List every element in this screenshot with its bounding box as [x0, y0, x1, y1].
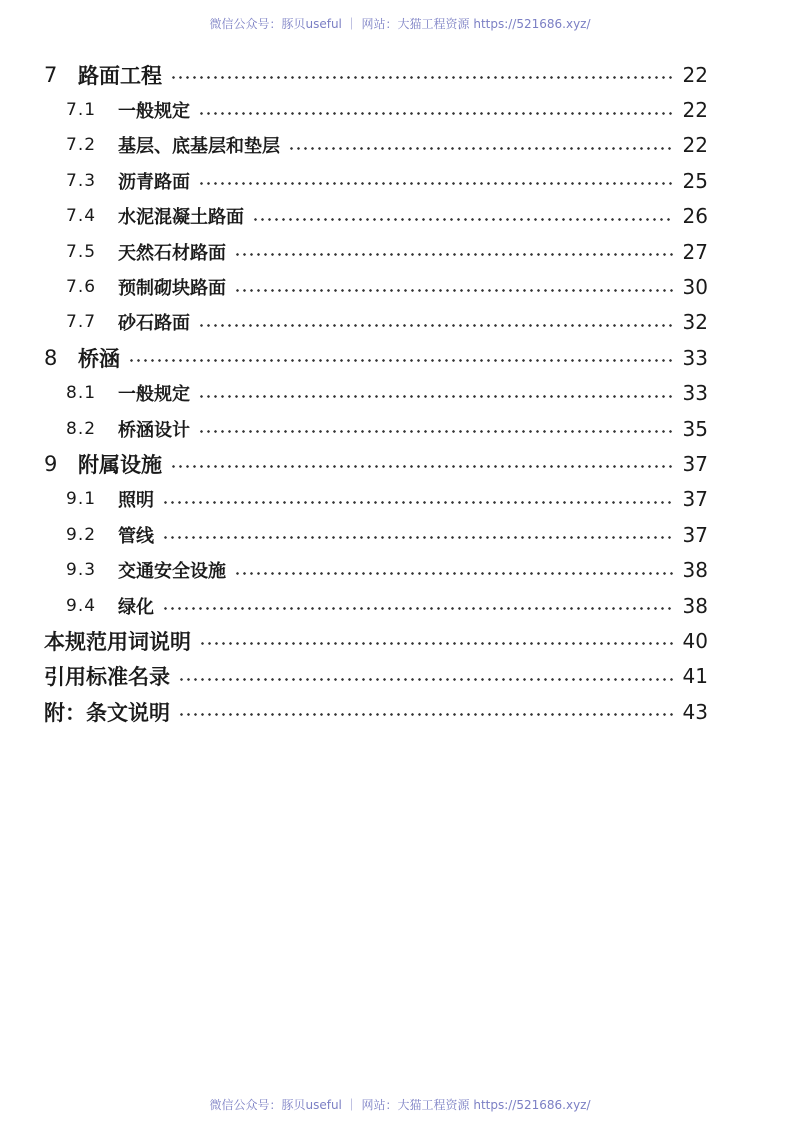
toc-page-number: 26 — [682, 204, 708, 229]
dot-leader — [198, 430, 674, 433]
toc-title: 交通安全设施 — [118, 561, 226, 583]
toc-entry-9-2[interactable] — [66, 517, 708, 552]
toc-number: 7.4 — [66, 206, 97, 227]
dot-leader — [170, 465, 674, 468]
toc-page-number: 27 — [682, 239, 708, 264]
toc-page-number: 37 — [682, 487, 708, 512]
toc-page-number: 38 — [682, 558, 708, 583]
toc-number: 9 — [44, 451, 58, 476]
toc-number: 9.3 — [66, 560, 97, 581]
toc-number: 7.6 — [66, 277, 97, 298]
toc-number: 7.7 — [66, 312, 97, 333]
toc-page-number: 33 — [682, 345, 708, 370]
toc-page-number: 37 — [682, 451, 708, 476]
dot-leader — [198, 112, 674, 115]
dot-leader — [170, 76, 674, 79]
dot-leader — [234, 572, 674, 575]
toc-page-number: 22 — [682, 62, 708, 87]
toc-entry-terms[interactable] — [44, 623, 708, 658]
dot-leader — [128, 359, 674, 362]
toc-entry-8[interactable] — [44, 340, 708, 375]
toc-entry-7-1[interactable] — [66, 92, 708, 127]
table-of-contents — [0, 57, 800, 729]
toc-number: 8.1 — [66, 383, 97, 404]
dot-leader — [234, 253, 674, 256]
toc-title: 预制砌块路面 — [118, 278, 226, 300]
dot-leader — [198, 324, 674, 327]
toc-entry-7-4[interactable] — [66, 199, 708, 234]
toc-number: 8 — [44, 345, 58, 370]
watermark-top: 微信公众号：豚贝useful ｜ 网站：大猫工程资源 https://521686.xyz/ — [209, 17, 591, 31]
toc-entry-7-3[interactable] — [66, 163, 708, 198]
toc-title: 附属设施 — [78, 451, 162, 477]
toc-title: 基层、底基层和垫层 — [118, 136, 280, 158]
toc-entry-7[interactable] — [44, 57, 708, 92]
toc-page-number: 35 — [682, 416, 708, 441]
toc-title: 本规范用词说明 — [44, 628, 191, 654]
toc-number: 8.2 — [66, 418, 97, 439]
toc-page-number: 32 — [682, 310, 708, 335]
dot-leader — [252, 218, 674, 221]
toc-number: 7.3 — [66, 170, 97, 191]
toc-entry-appendix[interactable] — [44, 694, 708, 729]
toc-page-number: 22 — [682, 133, 708, 158]
dot-leader — [162, 501, 674, 504]
toc-page-number: 25 — [682, 168, 708, 193]
dot-leader — [198, 395, 674, 398]
toc-title: 沥青路面 — [118, 171, 190, 193]
dot-leader — [199, 642, 674, 645]
toc-title: 路面工程 — [78, 62, 162, 88]
dot-leader — [162, 607, 674, 610]
toc-entry-9[interactable] — [44, 446, 708, 481]
dot-leader — [162, 536, 674, 539]
toc-title: 照明 — [118, 490, 154, 512]
toc-title: 天然石材路面 — [118, 242, 226, 264]
toc-title: 桥涵 — [78, 345, 120, 371]
toc-page-number: 40 — [682, 628, 708, 653]
toc-entry-7-5[interactable] — [66, 234, 708, 269]
toc-number: 7.2 — [66, 135, 97, 156]
toc-number: 9.1 — [66, 489, 97, 510]
toc-page-number: 30 — [682, 275, 708, 300]
dot-leader — [288, 147, 674, 150]
toc-title: 一般规定 — [118, 384, 190, 406]
toc-page-number: 41 — [682, 664, 708, 689]
toc-page-number: 43 — [682, 699, 708, 724]
toc-number: 7.5 — [66, 241, 97, 262]
toc-title: 砂石路面 — [118, 313, 190, 335]
toc-entry-7-7[interactable] — [66, 305, 708, 340]
dot-leader — [234, 289, 674, 292]
toc-entry-9-1[interactable] — [66, 482, 708, 517]
watermark-bottom: 微信公众号：豚贝useful ｜ 网站：大猫工程资源 https://521686.xyz/ — [209, 1098, 591, 1112]
dot-leader — [198, 182, 674, 185]
dot-leader — [178, 713, 674, 716]
toc-number: 9.4 — [66, 595, 97, 616]
toc-number: 7 — [44, 62, 58, 87]
toc-entry-9-3[interactable] — [66, 552, 708, 587]
toc-title: 引用标准名录 — [44, 664, 170, 690]
toc-title: 桥涵设计 — [118, 419, 190, 441]
toc-title: 附：条文说明 — [44, 699, 170, 725]
toc-title: 管线 — [118, 525, 154, 547]
toc-page-number: 37 — [682, 522, 708, 547]
toc-entry-7-6[interactable] — [66, 269, 708, 304]
toc-entry-8-1[interactable] — [66, 376, 708, 411]
toc-page-number: 22 — [682, 98, 708, 123]
toc-entry-references[interactable] — [44, 659, 708, 694]
toc-number: 7.1 — [66, 100, 97, 121]
toc-page-number: 38 — [682, 593, 708, 618]
dot-leader — [178, 678, 674, 681]
toc-title: 一般规定 — [118, 101, 190, 123]
toc-page-number: 33 — [682, 381, 708, 406]
toc-entry-7-2[interactable] — [66, 128, 708, 163]
toc-title: 绿化 — [118, 596, 154, 618]
toc-entry-8-2[interactable] — [66, 411, 708, 446]
toc-number: 9.2 — [66, 524, 97, 545]
toc-entry-9-4[interactable] — [66, 588, 708, 623]
toc-title: 水泥混凝土路面 — [118, 207, 244, 229]
